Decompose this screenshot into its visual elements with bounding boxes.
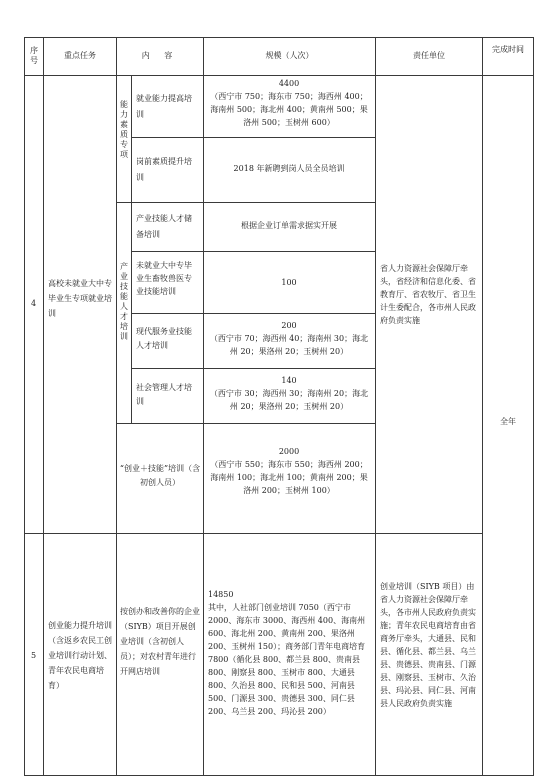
row5-no: 5 <box>30 651 37 660</box>
row5-content: 按创办和改善你的企业（SIYB）项目开展创业培训（含初创人员）；对农村青年进行开网店培训 <box>120 607 200 676</box>
table-border-right <box>533 37 534 776</box>
row4-group2-label: 产业技能人才培训 <box>120 262 128 341</box>
row4-item1-name: 就业能力提高培训 <box>136 94 192 119</box>
row4-group1-label: 能力素质专项 <box>120 100 128 159</box>
row5-unit: 创业培训（SIYB 项目）由省人力资源社会保障厅牵头，各市州人民政府负责实施；青年农民电商培育由省商务厅牵头，大通县、民和县、循化县、都兰县、乌兰县、贵德县、贵南县、门源县、刚察县、玉树市、久治县、玛沁县、同仁县、河南县人民政府负责实施 <box>380 582 476 708</box>
row4-item3-name: 产业技能人才储备培训 <box>136 214 192 239</box>
col-unit-right <box>482 37 483 776</box>
col-no-right <box>43 37 44 776</box>
row4-item4-name: 未就业大中专毕业生畜牧兽医专业技能培训 <box>136 261 192 296</box>
row4-no: 4 <box>30 299 37 308</box>
row4-item4-scale: 100 <box>281 278 297 287</box>
row5-scale: 14850 其中，人社部门创业培训 7050（西宁市 2000、海东市 3000、海西州 400、海南州 600、海北州 200、黄南州 200、果洛州 200、玉树州 150）；商务部门青年电商培育 7800（循化县 800、都兰县 800、贵南县 800、刚察县 800、玉树市 800、大通县 800、久治县 800、民和县 500、河南县 500、门源县 300、贵德县 300、同仁县 200、乌兰县 200、玛沁县 200） <box>208 590 366 716</box>
table-border-top <box>24 37 533 38</box>
row4-item1-scale: 4400 （西宁市 750；海东市 750；海西州 400；海南州 500；海北州 400；黄南州 500；果洛州 500；玉树州 600） <box>210 79 368 127</box>
row4-item5-name: 现代服务业技能人才培训 <box>136 327 192 350</box>
group2-bottom <box>116 423 375 424</box>
row4-item1-bottom <box>131 137 375 138</box>
header-time: 完成时间 <box>492 45 524 54</box>
row4-item3-scale: 根据企业订单需求据实开展 <box>241 221 337 230</box>
header-bottom-line <box>24 75 533 76</box>
row4-item5-scale: 200 （西宁市 70；海西州 40；海南州 30；海北州 20；果洛州 20；玉树州 20） <box>209 321 369 356</box>
header-task: 重点任务 <box>64 51 96 60</box>
header-scale: 规模（人次） <box>265 51 314 60</box>
row4-item2-scale: 2018 年新聘到岗人员全员培训 <box>233 164 345 173</box>
header-unit: 责任单位 <box>413 51 445 60</box>
header-content: 内 容 <box>141 51 179 60</box>
col-task-right <box>116 37 117 776</box>
row5-task: 创业能力提升培训（含返乡农民工创业培训行动计划、青年农民电商培育） <box>48 621 112 690</box>
row4-item6-scale: 140 （西宁市 30；海西州 30；海南州 20；海北州 20；果洛州 20；玉树州 20） <box>209 376 369 411</box>
row4-item7-name: “创业＋技能”培训（含初创人员） <box>119 464 201 487</box>
group1-bottom <box>116 202 375 203</box>
row4-time: 全年 <box>500 417 516 426</box>
table-border-bottom <box>24 775 533 776</box>
row4-item2-name: 岗前素质提升培训 <box>136 157 192 182</box>
row4-bottom-line <box>24 533 482 534</box>
col-content-right <box>203 37 204 776</box>
row4-item4-bottom <box>131 313 375 314</box>
table-border-left <box>24 37 25 776</box>
row4-item3-bottom <box>131 251 375 252</box>
row4-item6-name: 社会管理人才培训 <box>136 383 192 406</box>
row4-item5-bottom <box>131 368 375 369</box>
row4-item7-scale: 2000 （西宁市 550；海东市 550；海西州 200；海南州 100；海北州 100；黄南州 200；果洛州 200；玉树州 100） <box>210 447 368 495</box>
row4-task: 高校未就业大中专毕业生专项就业培训 <box>48 279 112 318</box>
col-scale-right <box>375 37 376 776</box>
group-col-right <box>131 75 132 423</box>
header-no: 序号 <box>30 46 38 65</box>
row4-unit: 省人力资源社会保障厅牵头，省经济和信息化委、省教育厅、省农牧厅、省卫生计生委配合，各市州人民政府负责实施 <box>380 264 476 325</box>
